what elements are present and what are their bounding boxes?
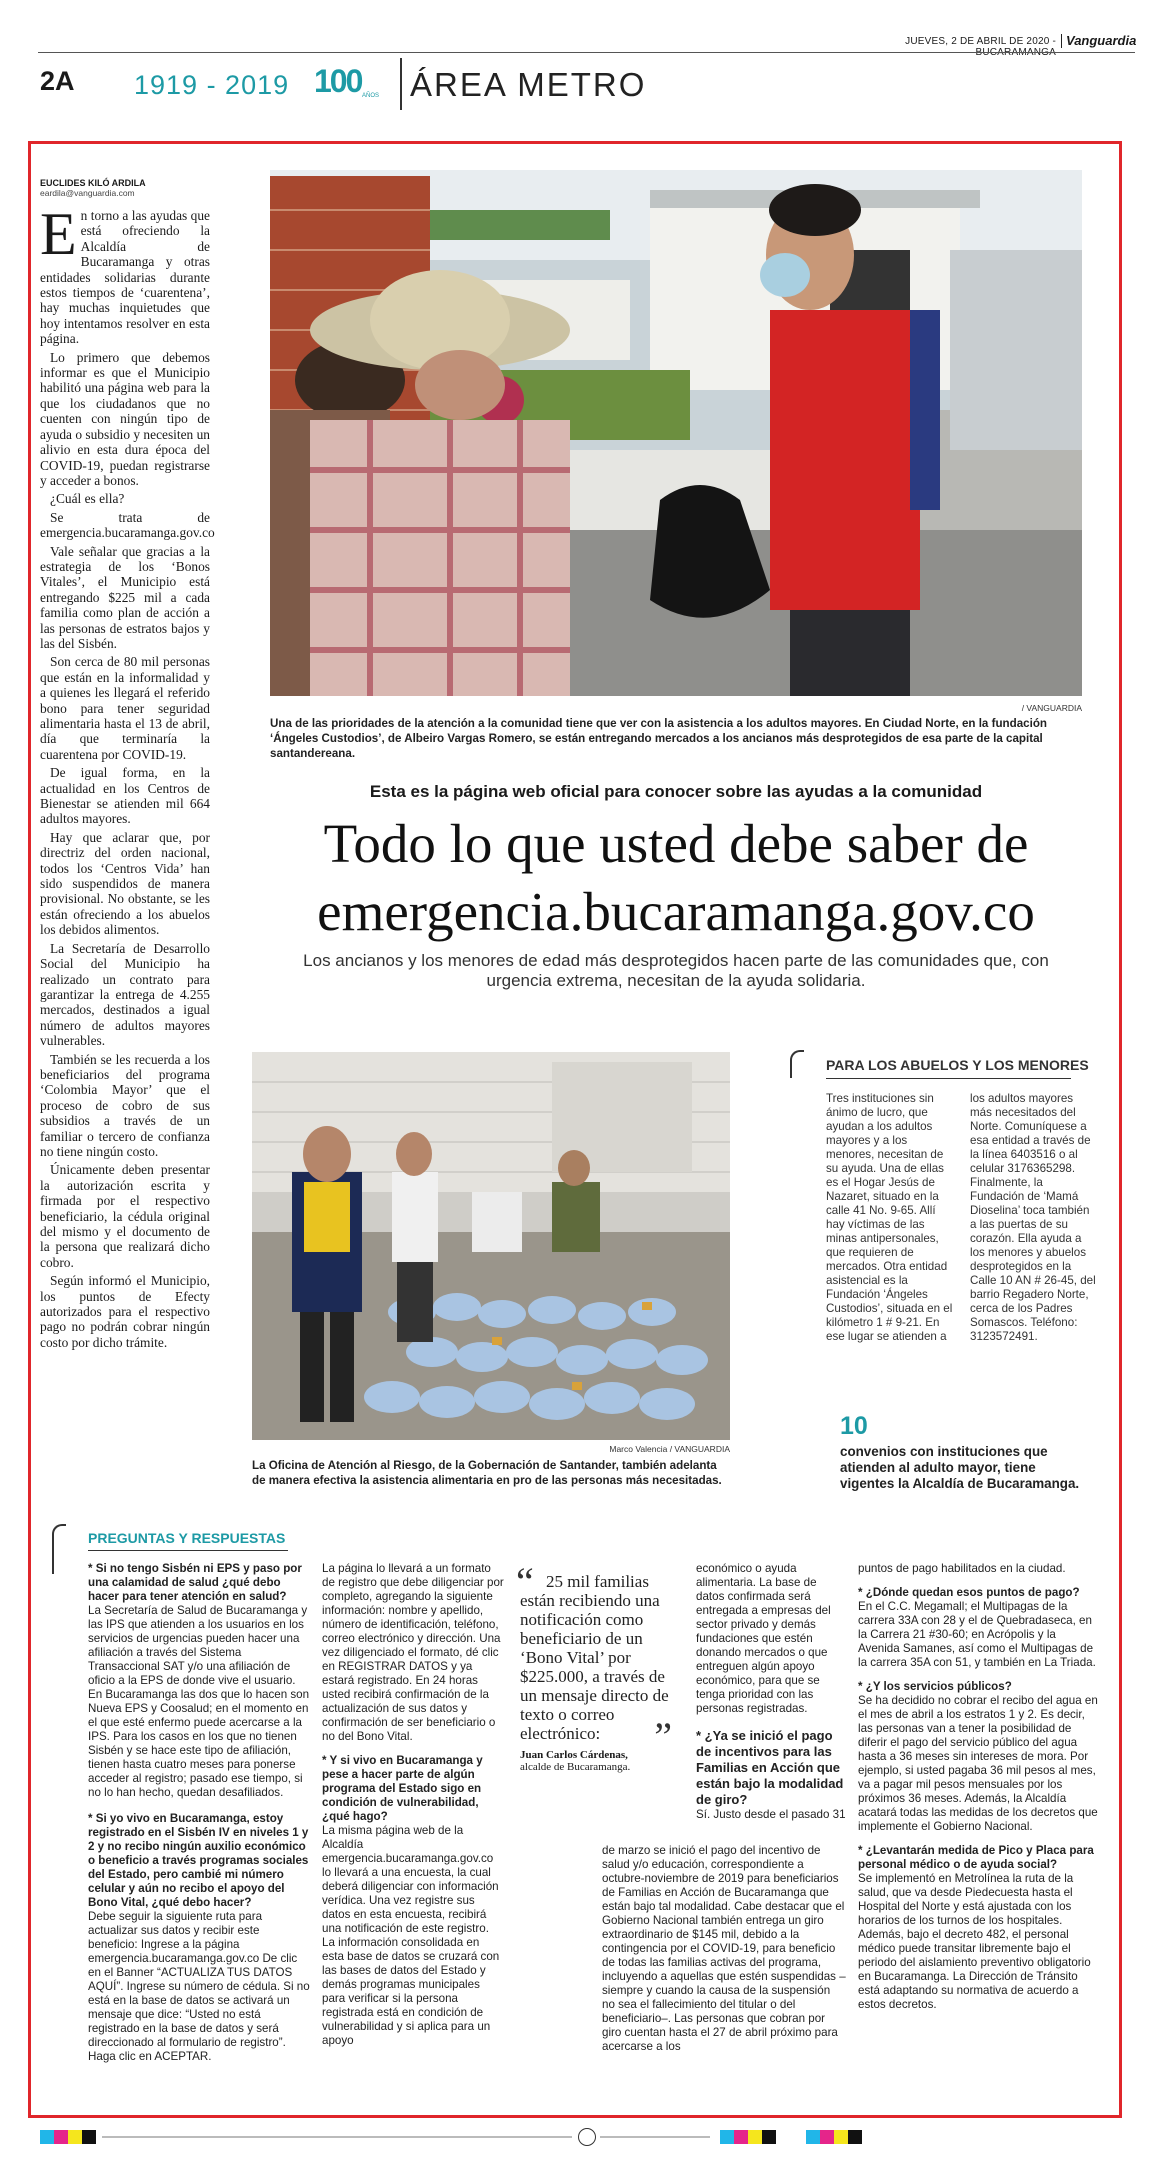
mid-photo-illustration: [252, 1052, 730, 1440]
qa-column-2: [322, 1562, 504, 2054]
qa-item: [696, 1728, 846, 1822]
stat-number: 10: [840, 1412, 868, 1440]
left-paragraph: La Secretaría de Desarrollo Social del Municipio ha realizado un contrato para garantizar la entrega de 4.255 mercados, destinados a igual número de adultos mayores vulnerables.: [40, 940, 210, 1049]
qa-answer: Se implementó en Metrolínea la ruta de la salud, que va desde Piedecuesta hasta el Hospital del Norte y está ajustada con los horarios de los turnos de los hospitales. Además, bajo el decreto 482, el personal médico puede transitar libremente bajo el periodo del aislamiento preventivo obligatorio en Bucaramanga. La Dirección de Tránsito está adaptando su normativa de acuerdo a estos decretos.: [858, 1872, 1091, 2011]
headline-subtitle: Los ancianos y los menores de edad más desprotegidos hacen parte de las comunidades que, con urgencia extrema, necesitan de la ayuda solidaria.: [303, 951, 1049, 990]
quote-role: alcalde de Bucaramanga.: [520, 1761, 631, 1773]
dateline: JUEVES, 2 DE ABRIL DE 2020 -: [905, 36, 1056, 47]
qa-item: [858, 1562, 1098, 1576]
qa-question: * Si no tengo Sisbén ni EPS y paso por una calamidad de salud ¿qué debo hacer para tener atención en salud?: [88, 1562, 302, 1603]
registration-rule-right: [600, 2136, 710, 2138]
logo-sub: AÑOS: [362, 93, 380, 99]
sidebar-marker: [790, 1050, 804, 1078]
sidebar-title-rule: [826, 1078, 1071, 1079]
left-paragraph: Únicamente deben presentar la autorización escrita y firmada por el respectivo beneficiario, la cédula original del mismo y el documento de la persona que realizará dicho cobro.: [40, 1162, 210, 1270]
left-paragraph: [40, 201, 210, 347]
qa-question: * ¿Levantarán medida de Pico y Placa para personal médico o de ayuda social?: [858, 1844, 1094, 1871]
qa-answer: La Secretaría de Salud de Bucaramanga y las IPS que atienden a los usuarios en los servicios de urgencias pueden hacer una afiliación a través del Sistema Transaccional SAT y/o una afiliación de oficio a la EPS de donde vive el usuario. En Bucaramanga las dos que lo hacen son Nueva EPS y Coosalud; en el momento en el que esté enfermo puede acercarse a la IPS. Para los casos en los que no tienen Sisbén y se hace este tipo de afiliación, tienen hasta cuatro meses para ponerse acceder al registro; pasado ese tiempo, si no lo han hecho, quedan desafiliados.: [88, 1604, 310, 1799]
left-paragraph: Según informó el Municipio, los puntos de Efecty autorizados para el respectivo pago no podrán cobrar ningún costo por dicho trámite.: [40, 1273, 210, 1350]
sidebar-col2: los adultos mayores más necesitados del Norte. Comuníquese a esa entidad a través de la línea 6403516 o al celular 3176365298. Finalmente, la Fundación de ‘Mamá Dioselina’ toca también a las puertas de su corazón. Ella ayuda a los menores y abuelos desprotegidos en la Calle 10 AN # 26-45, del barrio Regadero Norte, cerca de los Padres Somascos. Teléfono: 3123572491.: [970, 1092, 1096, 1343]
qa-title-rule: [88, 1550, 288, 1551]
headline-kicker: Esta es la página web oficial para conocer sobre las ayudas a la comunidad: [369, 782, 983, 801]
quote-text: 25 mil familias están recibiendo una notificación como beneficiario de un ‘Bono Vital’ por $225.000, a través de un mensaje directo de texto o correo electrónico:: [520, 1572, 669, 1743]
qa-column-1: [88, 1562, 310, 2070]
registration-bar-right: [720, 2130, 862, 2144]
page-number: 2A: [40, 66, 75, 96]
section-title: ÁREA METRO: [410, 66, 647, 103]
first-paragraph-text: n torno a las ayudas que está ofreciendo la Alcaldía de Bucaramanga y otras entidades solidarias durante estos tiempos de ‘cuarentena’, hay muchas inquietudes que hoy intentamos resolver en esta página.: [40, 208, 210, 347]
left-paragraph: Se trata de emergencia.bucaramanga.gov.co: [40, 509, 215, 541]
left-column-text: [40, 201, 215, 1353]
qa-item: [858, 1680, 1098, 1834]
registration-bar-left: [40, 2130, 96, 2144]
left-paragraph: Vale señalar que gracias a la estrategia de los ‘Bonos Vitales’, el Municipio está entregando $225 mil a cada familia como plan de acción a las personas de estratos bajos y las del Sisbén.: [40, 543, 210, 651]
qa-answer: La página lo llevará a un formato de registro que debe diligenciar por completo, agregando la siguiente información: nombre y apellido, número de identificación, teléfono, correo electrónico y dirección. Una vez diligenciado el formato, dé clic en REGISTRAR DATOS y ya estará registrado. En 24 horas usted recibirá confirmación de la actualización de sus datos y confirmación de ser beneficiario o no del Bono Vital.: [322, 1562, 504, 1743]
left-paragraph: Lo primero que debemos informar es que el Municipio habilitó una página web para la que los ciudadanos que no cuenten con ningún tipo de ayuda o subsidio y necesiten un alivio en esta dura época del COVID-19, puedan registrarse y acceder a bonos.: [40, 349, 210, 488]
left-paragraph: Son cerca de 80 mil personas que están en la informalidad y a quienes les llegará el referido bono para tener seguridad alimentaria hasta el 13 de abril, día que terminaría la cuarentena por COVID-19.: [40, 654, 210, 762]
left-paragraph: De igual forma, en la actualidad en los Centros de Bienestar se atienden mil 664 adultos mayores.: [40, 765, 210, 827]
top-photo-credit: / VANGUARDIA: [1021, 703, 1082, 713]
qa-answer: Sí. Justo desde el pasado 31: [696, 1808, 846, 1821]
qa-answer: Debe seguir la siguiente ruta para actualizar sus datos y recibir este beneficio: Ingrese a la página emergencia.bucaramanga.gov.co De clic en el Banner “ACTUALIZA TUS DATOS AQUÍ”. Ingrese su número de cédula. Si no está en la base de datos se activará un mensaje que dice: “Usted no está registrado en la base de datos y será direccionado al formulario de registro”. Haga clic en ACEPTAR.: [88, 1910, 310, 2063]
mid-photo-caption: La Oficina de Atención al Riesgo, de la Gobernación de Santander, también adelanta de manera efectiva la asistencia alimentaria en pro de las personas más necesitadas.: [252, 1459, 722, 1487]
qa-item: [88, 1812, 310, 2064]
top-photo: [270, 170, 1082, 696]
left-paragraph: Hay que aclarar que, por directriz del orden nacional, todos los ‘Centros Vida’ han sido suspendidos de manera provisional. No obstante, se les están ofreciendo a los abuelos los debidos alimentos.: [40, 829, 210, 938]
headline-line1: Todo lo que usted debe saber de: [323, 813, 1029, 874]
top-photo-caption: Una de las prioridades de la atención a la comunidad tiene que ver con la asistencia a los adultos mayores. En Ciudad Norte, en la fundación ‘Ángeles Custodios’, de Albeiro Vargas Romero, se están entregando mercados a los ancianos más desprotegidos de esa parte de la capital santandereana.: [270, 717, 1047, 760]
mid-photo-credit: Marco Valencia / VANGUARDIA: [609, 1444, 730, 1454]
qa-question: * Y si vivo en Bucaramanga y pese a hacer parte de algún programa del Estado sigo en condición de vulnerabilidad, ¿qué hago?: [322, 1754, 483, 1823]
header-rule: [38, 52, 1135, 53]
qa-question: * Si yo vivo en Bucaramanga, estoy registrado en el Sisbén IV en niveles 1 y 2 y no recibo ningún auxilio económico o beneficio a través programas sociales del Estado, pero cambié mi número celular y aún no recibo el apoyo del Bono Vital, ¿qué debo hacer?: [88, 1812, 309, 1909]
paper-name: Vanguardia: [1066, 33, 1137, 48]
byline: [40, 178, 220, 198]
byline-author: EUCLIDES KILÓ ARDILA: [40, 178, 146, 188]
header-separator: [1061, 34, 1062, 48]
logo-number: 100: [314, 63, 362, 99]
qa-column-3: [696, 1562, 846, 1828]
qa-item: [858, 1586, 1098, 1670]
qa-title: PREGUNTAS Y RESPUESTAS: [88, 1530, 286, 1546]
qa-item: [88, 1562, 310, 1800]
registration-rule-left: [102, 2136, 572, 2138]
qa-question: * ¿Dónde quedan esos puntos de pago?: [858, 1586, 1080, 1599]
close-quote-icon: ”: [654, 1714, 672, 1759]
sidebar-title: PARA LOS ABUELOS Y LOS MENORES: [826, 1057, 1089, 1073]
qa-item: [696, 1562, 846, 1716]
quote-author: Juan Carlos Cárdenas,: [520, 1749, 628, 1761]
mid-photo: [252, 1052, 730, 1440]
crosshair-icon: [578, 2128, 596, 2146]
anniversary-logo: [314, 63, 394, 105]
qa-item: [322, 1562, 504, 1744]
qa-item: [858, 1844, 1098, 2012]
open-quote-icon: “: [516, 1559, 534, 1604]
qa-answer: En el C.C. Megamall; el Multipagas de la carrera 33A con 28 y el de Quebradaseca, en la Carrera 21 #30-60; en Acrópolis y la Avenida Samanes, así como el Multipagas de la carrera 35A con 51, y también en La Triada.: [858, 1600, 1096, 1669]
pull-quote: [516, 1559, 672, 1773]
byline-email: eardila@vanguardia.com: [40, 188, 135, 198]
drop-cap: E: [40, 201, 77, 267]
stat-text: convenios con instituciones que atienden al adulto mayor, tiene vigentes la Alcaldía de Bucaramanga.: [840, 1444, 1080, 1491]
left-paragraph: También se les recuerda a los beneficiarios del programa ‘Colombia Mayor’ que el proceso de cobro de sus subsidios a través de un familiar o tercero de confianza no tiene ningún costo.: [40, 1051, 210, 1159]
left-paragraph: ¿Cuál es ella?: [50, 491, 125, 507]
sidebar-col1: Tres instituciones sin ánimo de lucro, que ayudan a los adultos mayores y a los menores, necesitan de su ayuda. Una de ellas es el Hogar Jesús de Nazaret, situado en la calle 41 No. 9-65. Allí hay víctimas de las minas antipersonales, que requieren de mercados. Otra entidad asistencial es la Fundación ‘Ángeles Custodios’, situada en el kilómetro 1 # 9-21. En ese lugar se atienden a: [826, 1092, 953, 1343]
qa-answer: puntos de pago habilitados en la ciudad.: [858, 1562, 1066, 1575]
headline-line2: emergencia.bucaramanga.gov.co: [317, 881, 1035, 942]
qa-answer: Se ha decidido no cobrar el recibo del agua en el mes de abril a los estratos 1 y 2. Es decir, las personas van a tener la posibilidad de diferir el pago del servicio público del agua hasta a 36 meses sin intereses de mora. Por ejemplo, si usted pagaba 36 mil pesos al mes, va a pagar mil pesos mensuales por los próximos 36 meses. Además, la Alcaldía acatará todas las medidas de los decretos que implemente el Gobierno Nacional.: [858, 1694, 1098, 1833]
qa-question: * ¿Y los servicios públicos?: [858, 1680, 1012, 1693]
qa-item: [322, 1754, 504, 2048]
qa-answer: económico o ayuda alimentaria. La base de datos confirmada será entregada a empresas del sector privado y demás fundaciones que estén donando mercados o que entreguen algún apoyo económico, para que se tenga prioridad con las personas registradas.: [696, 1562, 831, 1715]
qa-question: * ¿Ya se inició el pago de incentivos para las Familias en Acción que están bajo la modalidad de giro?: [696, 1728, 844, 1807]
qa-column-3-wide: de marzo se inició el pago del incentivo de salud y/o educación, correspondiente a octubre-noviembre de 2019 para beneficiarios de Familias en Acción de Bucaramanga que están bajo tal modalidad. Cabe destacar que el Gobierno Nacional también entrega un giro extraordinario de $145 mil, debido a la contingencia por el COVID-19, para beneficio de todas las familias activas del programa, incluyendo a aquellas que estén suspendidas –siempre y cuando la causa de la suspensión no sea el fallecimiento del titular o del beneficiario–. Las personas que cobran por giro cuentan hasta el 27 de abril próximo para acercarse a los: [602, 1844, 846, 2053]
section-divider: [400, 58, 402, 110]
qa-answer: La misma página web de la Alcaldía emergencia.bucaramanga.gov.co lo llevará a una encuesta, la cual deberá diligenciar con información verídica. Una vez registre sus datos en esta encuesta, recibirá una notificación de este registro. La información consolidada en esta base de datos se cruzará con las bases de datos del Estado y demás programas municipales para verificar si la persona registrada está en condición de vulnerabilidad y si aplica para un apoyo: [322, 1824, 500, 2047]
qa-column-4: [858, 1562, 1098, 2018]
qa-marker: [52, 1524, 66, 1574]
years-range: 1919 - 2019: [134, 70, 290, 100]
top-photo-illustration: [270, 170, 1082, 696]
